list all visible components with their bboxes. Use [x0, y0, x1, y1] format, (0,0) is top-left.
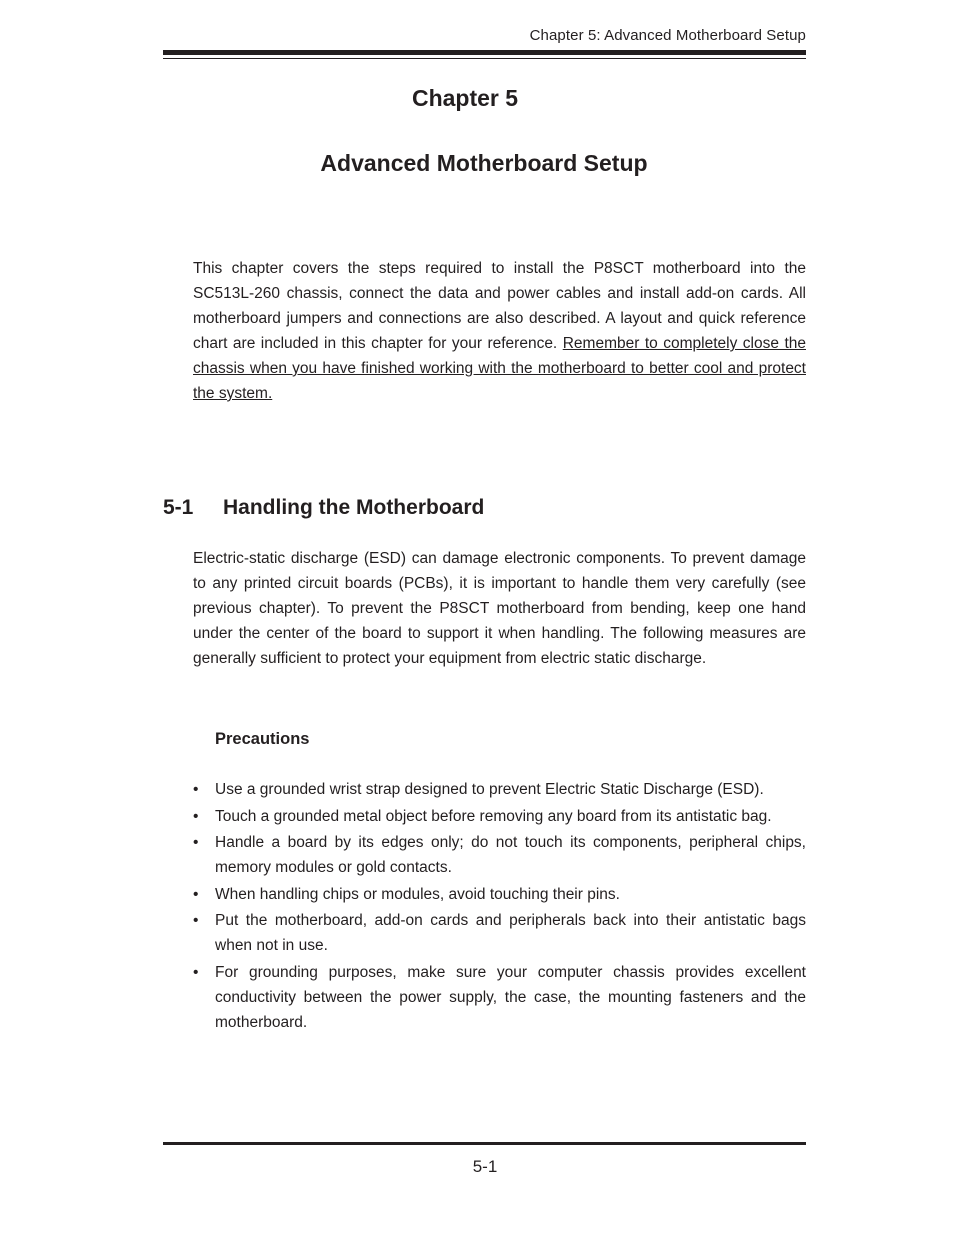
section-title: Handling the Motherboard — [223, 496, 485, 519]
chapter-number: Chapter 5 — [411, 85, 519, 111]
list-item — [193, 804, 806, 829]
list-item-text: Handle a board by its edges only; do not touch its components, peripheral chips, memory modules or gold contacts. — [215, 834, 806, 876]
list-item-text: Put the motherboard, add-on cards and peripherals back into their antistatic bags when not in use. — [215, 912, 806, 954]
list-item-text: When handling chips or modules, avoid touching their pins. — [215, 885, 620, 903]
intro-paragraph — [193, 256, 806, 406]
bullet-icon: • — [193, 807, 199, 825]
precautions-heading: Precautions — [215, 730, 310, 748]
section-paragraph: Electric-static discharge (ESD) can damage electronic components. To prevent damage to any printed circuit boards (PCBs), it is important to handle them very carefully (see previous chapter). To prevent the P8SCT motherboard from bending, keep one hand under the center of the board to support it when handling. The following measures are generally sufficient to protect your equipment from electric static discharge. — [193, 550, 806, 667]
bullet-icon: • — [193, 834, 199, 851]
list-item-text: Use a grounded wrist strap designed to prevent Electric Static Discharge (ESD). — [215, 781, 764, 798]
intro-text: This chapter covers the steps required to install the P8SCT motherboard into the SC513L-260 chassis, connect the data and power cables and install add-on cards. All motherboard jumpers and connections are also described. A layout and quick reference chart are included in this chapter for your reference. — [193, 260, 806, 352]
list-item — [193, 908, 806, 958]
header-rule-thin — [163, 58, 806, 59]
bullet-icon: • — [193, 912, 199, 929]
page-number: 5-1 — [472, 1157, 498, 1176]
footer-rule — [163, 1142, 806, 1145]
list-item — [193, 777, 806, 802]
list-item — [193, 830, 806, 880]
section-number: 5-1 — [163, 496, 194, 519]
header-rule-thick — [163, 50, 806, 55]
bullet-icon: • — [193, 781, 199, 798]
list-item-text: Touch a grounded metal object before removing any board from its antistatic bag. — [215, 807, 772, 825]
list-item — [193, 882, 806, 907]
chapter-title: Advanced Motherboard Setup — [320, 150, 648, 176]
list-item — [193, 960, 806, 1035]
bullet-icon: • — [193, 963, 199, 981]
section-heading — [163, 496, 484, 520]
list-item-text: For grounding purposes, make sure your computer chassis provides excellent conductivity between the power supply, the case, the mounting fasteners and the motherboard. — [215, 963, 806, 1031]
precautions-list — [193, 777, 806, 1036]
intro-underlined-note: Remember to completely close the chassis when you have finished working with the motherboard to better cool and protect the system. — [193, 335, 806, 402]
running-header: Chapter 5: Advanced Motherboard Setup — [529, 27, 806, 44]
bullet-icon: • — [193, 885, 199, 903]
